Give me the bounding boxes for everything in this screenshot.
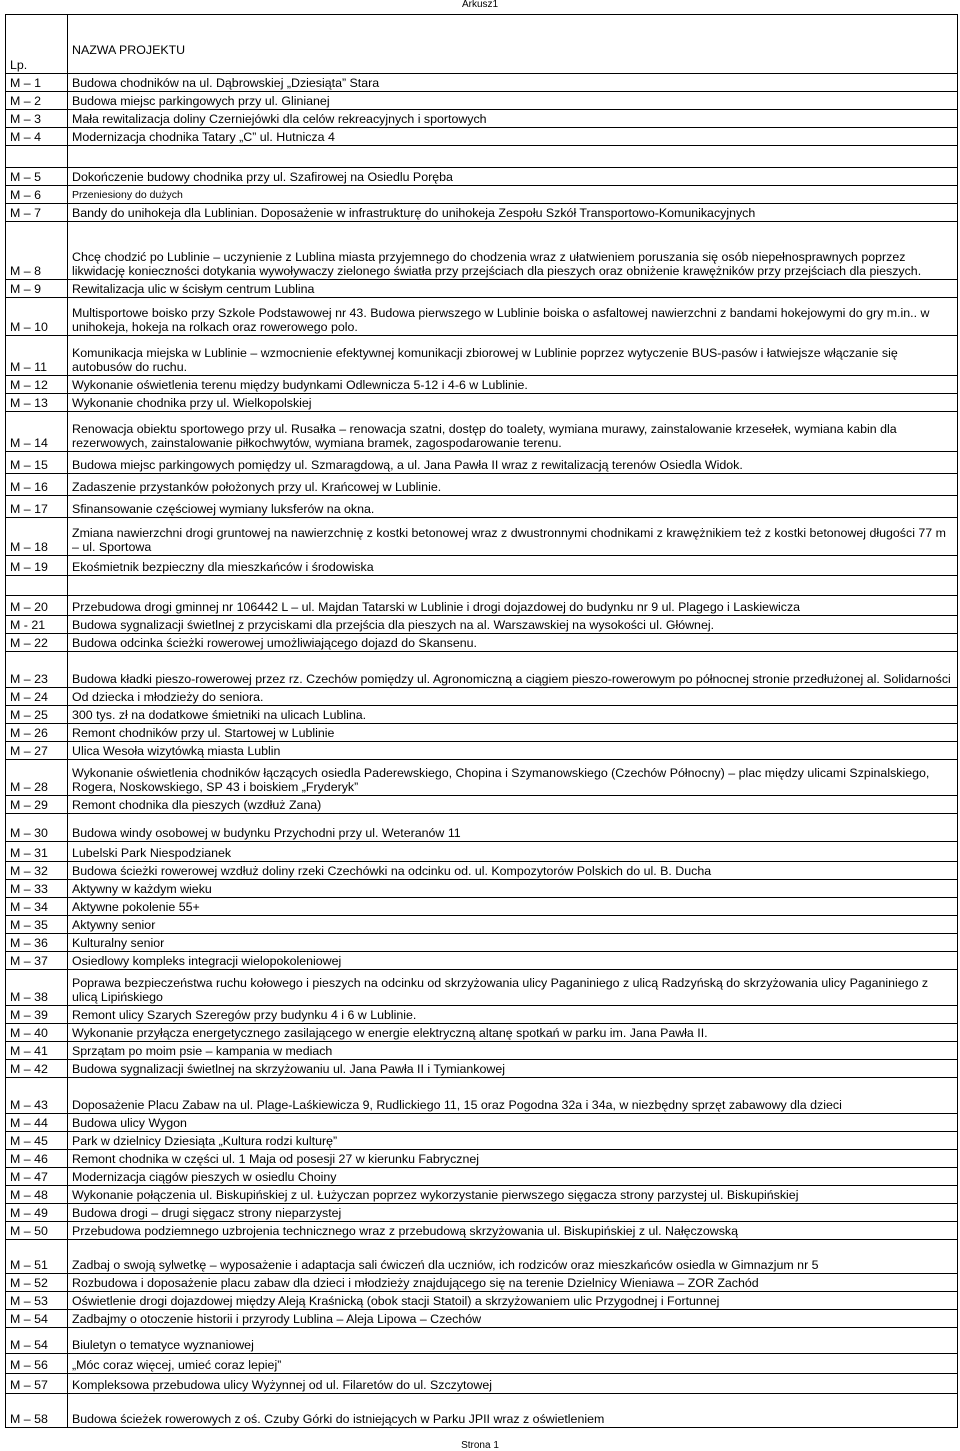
row-project-name: Komunikacja miejska w Lublinie – wzmocnienie efektywnej komunikacji zbiorowej w Lublinie poprzez wytyczenie BUS-pasów i łatwiejsze włączanie się autobusów do ruchu. [68, 336, 958, 376]
row-lp: M – 46 [6, 1150, 68, 1168]
row-project-name: Sprzątam po moim psie – kampania w mediach [68, 1042, 958, 1060]
row-project-name: Budowa chodników na ul. Dąbrowskiej „Dziesiąta” Stara [68, 74, 958, 92]
row-project-name: Park w dzielnicy Dziesiąta „Kultura rodzi kulturę” [68, 1132, 958, 1150]
table-row [6, 634, 958, 652]
row-lp: M – 33 [6, 880, 68, 898]
row-lp: M – 10 [6, 298, 68, 336]
table-row [6, 452, 958, 474]
row-lp: M – 18 [6, 518, 68, 556]
row-lp: M – 51 [6, 1240, 68, 1274]
row-project-name: Rozbudowa i doposażenie placu zabaw dla dzieci i młodzieży znajdującego się na terenie Dzielnicy Wieniawa – ZOR Zachód [68, 1274, 958, 1292]
row-lp: M – 40 [6, 1024, 68, 1042]
row-lp: M – 6 [6, 186, 68, 204]
row-lp: M – 54 [6, 1310, 68, 1328]
row-lp: M – 36 [6, 934, 68, 952]
table-row [6, 496, 958, 518]
table-row [6, 74, 958, 92]
table-row [6, 168, 958, 186]
row-project-name [68, 576, 958, 596]
table-row [6, 280, 958, 298]
sheet-name: Arkusz1 [461, 0, 499, 10]
row-project-name: Oświetlenie drogi dojazdowej między Aleją Kraśnicką (obok stacji Statoil) a skrzyżowaniem ulic Przygodnej i Fortunnej [68, 1292, 958, 1310]
row-project-name: Poprawa bezpieczeństwa ruchu kołowego i pieszych na odcinku od skrzyżowania ulicy Paganiniego z ulicą Radzyńską do skrzyżowania ulicy Paganiniego z ulicą Lipińskiego [68, 970, 958, 1006]
header-project-label: NAZWA PROJEKTU [72, 43, 186, 57]
row-project-name: Aktywny senior [68, 916, 958, 934]
row-lp: M – 17 [6, 496, 68, 518]
row-project-name: Kulturalny senior [68, 934, 958, 952]
row-project-name: Sfinansowanie częściowej wymiany luksferów na okna. [68, 496, 958, 518]
table-row [6, 970, 958, 1006]
table-row [6, 1354, 958, 1374]
row-project-name: Wykonanie przyłącza energetycznego zasilającego w energie elektryczną altanę spotkań w parku im. Jana Pawła II. [68, 1024, 958, 1042]
row-lp: M – 32 [6, 862, 68, 880]
table-row [6, 796, 958, 814]
table-row [6, 186, 958, 204]
row-lp: M – 35 [6, 916, 68, 934]
table-row [6, 1024, 958, 1042]
row-project-name: „Móc coraz więcej, umieć coraz lepiej” [68, 1354, 958, 1374]
row-lp: M – 58 [6, 1394, 68, 1428]
row-lp: M – 56 [6, 1354, 68, 1374]
row-project-name: Remont chodnika dla pieszych (wzdłuż Zana) [68, 796, 958, 814]
row-project-name: Aktywny w każdym wieku [68, 880, 958, 898]
row-lp: M – 43 [6, 1078, 68, 1114]
row-project-name: Budowa miejsc parkingowych pomiędzy ul. Szmaragdową, a ul. Jana Pawła II wraz z rewitalizacją terenów Osiedla Widok. [68, 452, 958, 474]
row-lp: M – 42 [6, 1060, 68, 1078]
table-row [6, 1078, 958, 1114]
row-project-name: Przebudowa drogi gminnej nr 106442 L – ul. Majdan Tatarski w Lublinie i drogi dojazdowej do budynku nr 9 ul. Plagego i Laskiewicza [68, 596, 958, 616]
row-lp: M – 25 [6, 706, 68, 724]
table-row [6, 1168, 958, 1186]
row-lp: M – 24 [6, 688, 68, 706]
header-lp: Lp. [6, 15, 68, 74]
row-lp: M – 9 [6, 280, 68, 298]
row-project-name: Budowa odcinka ścieżki rowerowej umożliwiającego dojazd do Skansenu. [68, 634, 958, 652]
row-lp: M – 8 [6, 222, 68, 280]
row-lp: M – 7 [6, 204, 68, 222]
table-row [6, 298, 958, 336]
table-row [6, 842, 958, 862]
table-row [6, 596, 958, 616]
row-lp: M – 57 [6, 1374, 68, 1394]
table-row [6, 916, 958, 934]
table-row [6, 1394, 958, 1428]
table-row [6, 952, 958, 970]
row-lp: M – 15 [6, 452, 68, 474]
page-footer: Strona 1 [461, 1440, 499, 1451]
row-lp: M – 41 [6, 1042, 68, 1060]
row-lp: M – 5 [6, 168, 68, 186]
row-lp: M – 11 [6, 336, 68, 376]
row-project-name: Od dziecka i młodzieży do seniora. [68, 688, 958, 706]
row-project-name: Remont chodnika w części ul. 1 Maja od posesji 27 w kierunku Fabrycznej [68, 1150, 958, 1168]
row-project-name: Przebudowa podziemnego uzbrojenia technicznego wraz z przebudową skrzyżowania ul. Biskupińskiej z ul. Nałęczowską [68, 1222, 958, 1240]
table-row [6, 1150, 958, 1168]
row-project-name: Bandy do unihokeja dla Lublinian. Doposażenie w infrastrukturę do unihokeja Zespołu Szkół Transportowo-Komunikacyjnych [68, 204, 958, 222]
row-lp: M – 47 [6, 1168, 68, 1186]
row-lp: M – 48 [6, 1186, 68, 1204]
table-row [6, 128, 958, 146]
table-row [6, 1042, 958, 1060]
row-project-name: Chcę chodzić po Lublinie – uczynienie z Lublina miasta przyjemnego do chodzenia wraz z ułatwieniem poruszania się osób niepełnosprawnych poprzez likwidację konieczności dotykania wywoływaczy zielonego światła przy przejściach dla pieszych oraz obniżenie krawężników przy przejściach dla pieszych. [68, 222, 958, 280]
row-project-name: Biuletyn o tematyce wyznaniowej [68, 1328, 958, 1354]
row-project-name: Budowa sygnalizacji świetlnej z przyciskami dla przejścia dla pieszych na al. Warszawskiej na wysokości ul. Głównej. [68, 616, 958, 634]
table-row [6, 222, 958, 280]
row-project-name: Wykonanie oświetlenia terenu między budynkami Odlewnicza 5-12 i 4-6 w Lublinie. [68, 376, 958, 394]
table-row [6, 1060, 958, 1078]
row-lp: M – 45 [6, 1132, 68, 1150]
row-project-name: Budowa miejsc parkingowych przy ul. Glinianej [68, 92, 958, 110]
table-row [6, 742, 958, 760]
row-lp: M – 44 [6, 1114, 68, 1132]
row-lp: M – 31 [6, 842, 68, 862]
row-project-name: Zadaszenie przystanków położonych przy ul. Krańcowej w Lublinie. [68, 474, 958, 496]
table-row [6, 1240, 958, 1274]
row-lp: M – 26 [6, 724, 68, 742]
header-project-name [68, 15, 958, 74]
header-row [6, 15, 958, 74]
row-project-name: 300 tys. zł na dodatkowe śmietniki na ulicach Lublina. [68, 706, 958, 724]
row-lp [6, 576, 68, 596]
row-lp: M – 49 [6, 1204, 68, 1222]
row-project-name: Multisportowe boisko przy Szkole Podstawowej nr 43. Budowa pierwszego w Lublinie boiska o asfaltowej nawierzchni z bandami hokejowymi do gry m.in.. w unihokeja, hokeja na rolkach oraz rowerowego polo. [68, 298, 958, 336]
row-lp: M – 23 [6, 652, 68, 688]
table-row [6, 814, 958, 842]
row-project-name: Budowa ścieżek rowerowych z oś. Czuby Górki do istniejących w Parku JPII wraz z oświetleniem [68, 1394, 958, 1428]
row-lp: M – 4 [6, 128, 68, 146]
table-row [6, 1204, 958, 1222]
table-row [6, 1114, 958, 1132]
row-project-name: Zmiana nawierzchni drogi gruntowej na nawierzchnię z kostki betonowej wraz z dwustronnymi chodnikami z krawężnikiem też z kostki betonowej długości 77 m – ul. Sportowa [68, 518, 958, 556]
row-lp: M – 16 [6, 474, 68, 496]
row-project-name: Zadbaj o swoją sylwetkę – wyposażenie i adaptacja sali ćwiczeń dla uczniów, ich rodziców oraz mieszkańców osiedla w Gimnazjum nr 5 [68, 1240, 958, 1274]
table-row [6, 1006, 958, 1024]
row-lp [6, 146, 68, 168]
table-row [6, 204, 958, 222]
row-lp: M – 28 [6, 760, 68, 796]
row-project-name: Ekośmietnik bezpieczny dla mieszkańców i środowiska [68, 556, 958, 576]
table-row [6, 110, 958, 128]
table-row [6, 412, 958, 452]
row-lp: M – 34 [6, 898, 68, 916]
row-project-name: Modernizacja chodnika Tatary „C” ul. Hutnicza 4 [68, 128, 958, 146]
projects-table [5, 14, 958, 1428]
row-project-name: Wykonanie oświetlenia chodników łączących osiedla Paderewskiego, Chopina i Szymanowskiego (Czechów Północny) – plac między ulicami Szpinalskiego, Rogera, Noskowskiego, SP 43 i boiskiem „Fryderyk” [68, 760, 958, 796]
row-project-name: Aktywne pokolenie 55+ [68, 898, 958, 916]
table-row [6, 394, 958, 412]
table-row [6, 92, 958, 110]
row-lp: M – 13 [6, 394, 68, 412]
table-row [6, 1310, 958, 1328]
row-project-name: Rewitalizacja ulic w ścisłym centrum Lublina [68, 280, 958, 298]
row-lp: M – 22 [6, 634, 68, 652]
row-project-name: Mała rewitalizacja doliny Czerniejówki dla celów rekreacyjnych i sportowych [68, 110, 958, 128]
table-row [6, 518, 958, 556]
table-row [6, 862, 958, 880]
row-project-name: Zadbajmy o otoczenie historii i przyrody Lublina – Aleja Lipowa – Czechów [68, 1310, 958, 1328]
table-row [6, 1374, 958, 1394]
row-project-name: Remont chodników przy ul. Startowej w Lublinie [68, 724, 958, 742]
row-lp: M – 3 [6, 110, 68, 128]
row-project-name: Budowa sygnalizacji świetlnej na skrzyżowaniu ul. Jana Pawła II i Tymiankowej [68, 1060, 958, 1078]
row-project-name: Osiedlowy kompleks integracji wielopokoleniowej [68, 952, 958, 970]
row-project-name: Wykonanie chodnika przy ul. Wielkopolskiej [68, 394, 958, 412]
row-lp: M – 50 [6, 1222, 68, 1240]
row-lp: M – 38 [6, 970, 68, 1006]
table-row [6, 1132, 958, 1150]
row-lp: M – 39 [6, 1006, 68, 1024]
row-project-name: Przeniesiony do dużych [68, 186, 958, 204]
row-lp: M – 29 [6, 796, 68, 814]
row-project-name: Renowacja obiektu sportowego przy ul. Rusałka – renowacja szatni, dostęp do toalety, wymiana murawy, zainstalowanie krzesełek, wymiana kabin dla rezerwowych, zainstalowanie piłkochwytów, wymiana bramek, zagospodarowanie terenu. [68, 412, 958, 452]
table-row [6, 376, 958, 394]
table-row [6, 616, 958, 634]
table-row [6, 880, 958, 898]
row-project-name: Dokończenie budowy chodnika przy ul. Szafirowej na Osiedlu Poręba [68, 168, 958, 186]
table-body [6, 74, 958, 1428]
row-lp: M – 12 [6, 376, 68, 394]
row-lp: M – 14 [6, 412, 68, 452]
table-row [6, 556, 958, 576]
row-lp: M – 20 [6, 596, 68, 616]
row-project-name: Modernizacja ciągów pieszych w osiedlu Choiny [68, 1168, 958, 1186]
row-project-name: Budowa kładki pieszo-rowerowej przez rz. Czechów pomiędzy ul. Agronomiczną a ciągiem pieszo-rowerowym po północnej stronie przedłużonej al. Solidarności [68, 652, 958, 688]
table-row [6, 1186, 958, 1204]
row-lp: M – 30 [6, 814, 68, 842]
row-project-name [68, 146, 958, 168]
row-project-name: Doposażenie Placu Zabaw na ul. Plage-Laśkiewicza 9, Rudlickiego 11, 15 oraz Pogodna 32a i 34a, w niezbędny sprzęt zabawowy dla dzieci [68, 1078, 958, 1114]
table-row [6, 724, 958, 742]
table-row [6, 652, 958, 688]
row-lp: M - 21 [6, 616, 68, 634]
row-project-name: Budowa ścieżki rowerowej wzdłuż doliny rzeki Czechówki na odcinku od. ul. Kompozytorów Polskich do ul. B. Ducha [68, 862, 958, 880]
table-row [6, 576, 958, 596]
row-project-name: Budowa drogi – drugi sięgacz strony nieparzystej [68, 1204, 958, 1222]
row-lp: M – 37 [6, 952, 68, 970]
row-project-name: Budowa ulicy Wygon [68, 1114, 958, 1132]
row-lp: M – 27 [6, 742, 68, 760]
table-row [6, 934, 958, 952]
row-project-name: Lubelski Park Niespodzianek [68, 842, 958, 862]
row-lp: M – 1 [6, 74, 68, 92]
row-project-name: Budowa windy osobowej w budynku Przychodni przy ul. Weteranów 11 [68, 814, 958, 842]
row-project-name: Remont ulicy Szarych Szeregów przy budynku 4 i 6 w Lublinie. [68, 1006, 958, 1024]
row-lp: M – 52 [6, 1274, 68, 1292]
table-row [6, 760, 958, 796]
row-lp: M – 53 [6, 1292, 68, 1310]
table-row [6, 1222, 958, 1240]
table-row [6, 1274, 958, 1292]
table-row [6, 474, 958, 496]
row-lp: M – 2 [6, 92, 68, 110]
table-row [6, 1328, 958, 1354]
table-row [6, 146, 958, 168]
row-project-name: Kompleksowa przebudowa ulicy Wyżynnej od ul. Filaretów do ul. Szczytowej [68, 1374, 958, 1394]
table-row [6, 336, 958, 376]
table-row [6, 1292, 958, 1310]
table-row [6, 898, 958, 916]
table-row [6, 688, 958, 706]
row-project-name: Wykonanie połączenia ul. Biskupińskiej z ul. Łużyczan poprzez wykorzystanie pierwszego sięgacza strony parzystej ul. Biskupińskiej [68, 1186, 958, 1204]
table-row [6, 706, 958, 724]
row-lp: M – 54 [6, 1328, 68, 1354]
row-lp: M – 19 [6, 556, 68, 576]
row-project-name: Ulica Wesoła wizytówką miasta Lublin [68, 742, 958, 760]
